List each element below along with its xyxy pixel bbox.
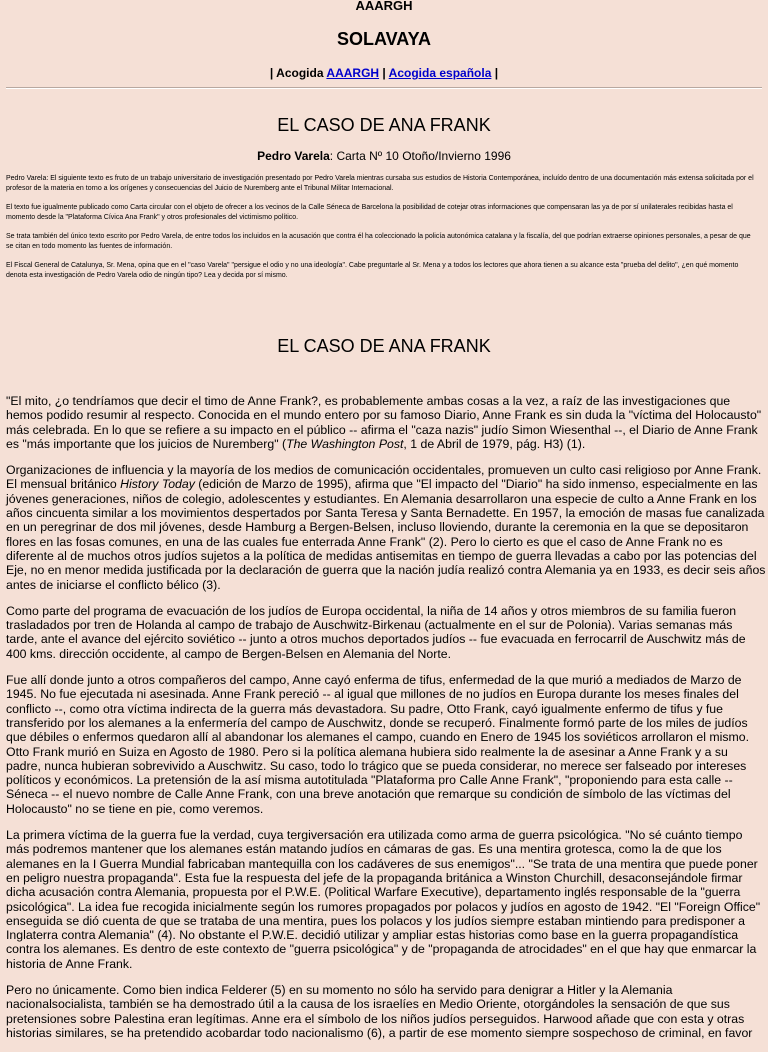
body-paragraph: La primera víctima de la guerra fue la verdad, cuya tergiversación era utilizada como arma de guerra psicológica. "No sé cuánto tiempo más podremos mantener que los alemanes están matando judíos en cámaras de gas. Es una mentira grotesca, como la de que los alemanes en la I Guerra Mundial fabricaban mantequilla con los cadáveres de sus enemigos"... "Se trata de una mentira que puede poner en peligro nuestra propaganda". Esta fue la respuesta del jefe de la propaganda británica a Winston Churchill, desaconsejándole firmar dicha acusación contra Alemania, propuesta por el P.W.E. (Political Warfare Executive), departamento inglés responsable de la "guerra psicológica". La idea fue recogida inicialmente según los rumores propagados por polacos y judíos en agosto de 1942. "El "Foreign Office" enseguida se dió cuenta de que se trataba de una mentira, pues los polacos y los judíos siempre estaban mintiendo para predisponer a Inglaterra contra Alemania" (4). No obstante el P.W.E. decidió utilizar y ampliar estas historias como base en la guerra propagandística contra los alemanes. Es dentro de este contexto de "guerra psicológica" y de "propaganda de atrocidades" en el que hay que enmarcar la historia de Anne Frank. [6,828,761,971]
article-title: EL CASO DE ANA FRANK [277,115,491,135]
nav-separator: | [379,66,389,80]
nav-link-aaargh[interactable]: AAARGH [326,66,380,80]
byline [0,149,768,163]
nav-link-acogida-espanola[interactable]: Acogida española [388,66,492,80]
body-paragraph: Pero no únicamente. Como bien indica Felderer (5) en su momento no sólo ha servido para denigrar a Hitler y la Alemania nacionalsocialista, también se ha demostrado útil a la causa de los israelíes en Medio Oriente, otorgándoles la sensación de que sus pretensiones sobre Palestina eran legítimas. Anne era el símbolo de los niños judíos perseguidos. Harwood añade que con esta y otras historias similares, se ha pretendido acobardar todo nacionalismo (6), a partir de ese momento siempre sospechoso de criminal, en favor [6,982,753,1040]
article-body [6,394,766,1052]
nav-prefix: | Acogida [269,66,327,80]
byline-details: : Carta Nº 10 Otoño/Invierno 1996 [329,149,511,163]
body-paragraph: Fue allí donde junto a otros compañeros del campo, Anne cayó enferma de tifus, enfermedad de la que murió a mediados de Marzo de 1945. No fue ejecutada ni asesinada. Anne Frank pereció -- al igual que millones de no judíos en Europa durante los meses finales del conflicto --, como otra víctima indirecta de la guerra más devastadora. Su padre, Otto Frank, cayó igualmente enfermo de tifus y fue transferido por los alemanes a la enfermería del campo de Auschwitz, donde se recuperó. Finalmente formó parte de los miles de judíos que débiles o enfermos quedaron allí al abandonar los alemanes el campo, cuando en Enero de 1945 los soviéticos arrollaron el mismo. Otto Frank murió en Suiza en Agosto de 1980. Pero si la política alemana hubiera sido realmente la de asesinar a Anne Frank y a su padre, nunca hubieran sobrevivido a Auschwitz. Su caso, todo lo trágico que se pueda considerar, no merece ser falseado por intereses políticos y económicos. La pretensión de la así misma autotitulada "Plataforma pro Calle Anne Frank", "proponiendo para esta calle -- Séneca -- el nuevo nombre de Calle Anne Frank, con una breve anotación que remarque su condición de símbolo de las víctimas del Holocausto" no se tiene en pie, como veremos. [6,673,750,816]
site-title: AAARGH [355,0,413,13]
intro-paragraph: Pedro Varela: El siguiente texto es fruto de un trabajo universitario de investigación presentado por Pedro Varela mientras cursaba sus estudios de Historia Contemporánea, incluído dentro de una documentación más extensa solicitada por el profesor de la materia en torno a los orígenes y consecuencias del Juicio de Nuremberg ante el Tribunal Militar Internacional. [6,175,754,192]
intro-paragraph: Se trata también del único texto escrito por Pedro Varela, de entre todos los incluidos en la acusación que contra él ha coleccionado la policía autonómica catalana y la fiscalía, del que podrían extraerse opiniones personales, a pesar de que se citan en todo momento las fuentes de información. [6,233,751,250]
author-name: Pedro Varela [257,149,330,163]
body-paragraph: "El mito, ¿o tendríamos que decir el timo de Anne Frank?, es probablemente ambas cosas a la vez, a raíz de las investigaciones que hemos podido resumir al respecto. Conocida en el mundo entero por su famoso Diario, Anne Frank es sin duda la "víctima del Holocausto" más celebrada. En lo que se refiere a su impacto en el público -- afirma el "caza nazis" judío Simon Wiesenthal --, el Diario de Anne Frank es "más importante que los juicios de Nuremberg" (The Washington Post, 1 de Abril de 1979, pág. H3) (1). [6,394,762,451]
body-paragraph: Organizaciones de influencia y la mayoría de los medios de comunicación occidentales, promueven un culto casi religioso por Anne Frank. El mensual británico History Today (edición de Marzo de 1995), afirma que "El impacto del "Diario" ha sido inmenso, especialmente en las jóvenes generaciones, niños de colegio, adolescentes y estudiantes. En Alemania desarrollaron una especie de culto a Anne Frank en los años cincuenta similar a los movimientos despertados por Santa Teresa y Santa Bernadette. En 1957, la emoción de masas fue canalizada en un peregrinar de dos mil jóvenes, desde Hamburg a Bergen-Belsen, incluso lloviendo, durante la ceremonia en la que se depositaron flores en las fosas comunes, en una de las cuales fue enterrada Anne Frank" (2). Pero lo cierto es que el caso de Anne Frank no es diferente al de muchos otros judíos sujetos a la política de medidas antisemitas en tiempo de guerra llevadas a cabo por las potencias del Eje, no en menor medida justificada por la declaración de guerra que la nación judía realizó contra Alemania ya en 1933, es decir seis años antes de iniciarse el conflicto bélico (3). [6,463,766,592]
nav-links [0,66,768,80]
intro-paragraph: El texto fue igualmente publicado como Carta circular con el objeto de ofrecer a los vecinos de la Calle Séneca de Barcelona la posibilidad de cotejar otras informaciones que compensaran las ya de por sí unilaterales recibidas hasta el momento desde la "Plataforma Cívica Ana Frank" y otros profesionales del victimismo político. [6,204,733,221]
nav-suffix: | [491,66,499,80]
divider [6,87,762,89]
site-subtitle: SOLAVAYA [336,29,432,49]
intro-paragraph: El Fiscal General de Catalunya, Sr. Mena, opina que en el "caso Varela" "persigue el odio y no una ideología". Cabe preguntarle al Sr. Mena y a todos los lectores que ahora tienen a su alcance esta "prueba del delito", ¿en qué momento denota esta investigación de Pedro Varela odio de ningún tipo? Lea y decida por sí mismo. [6,262,739,279]
intro-notes [6,174,758,290]
section-title: EL CASO DE ANA FRANK [277,336,491,356]
body-paragraph: Como parte del programa de evacuación de los judíos de Europa occidental, la niña de 14 años y otros miembros de su familia fueron trasladados por tren de Holanda al campo de trabajo de Auschwitz-Birkenau (actualmente en el sur de Polonia). Varias semanas más tarde, ante el avance del ejército soviético -- junto a otros muchos deportados judíos -- fue evacuada en ferrocarril de Auschwitz más de 400 kms. dirección occidente, al campo de Bergen-Belsen en Alemania del Norte. [6,603,746,661]
